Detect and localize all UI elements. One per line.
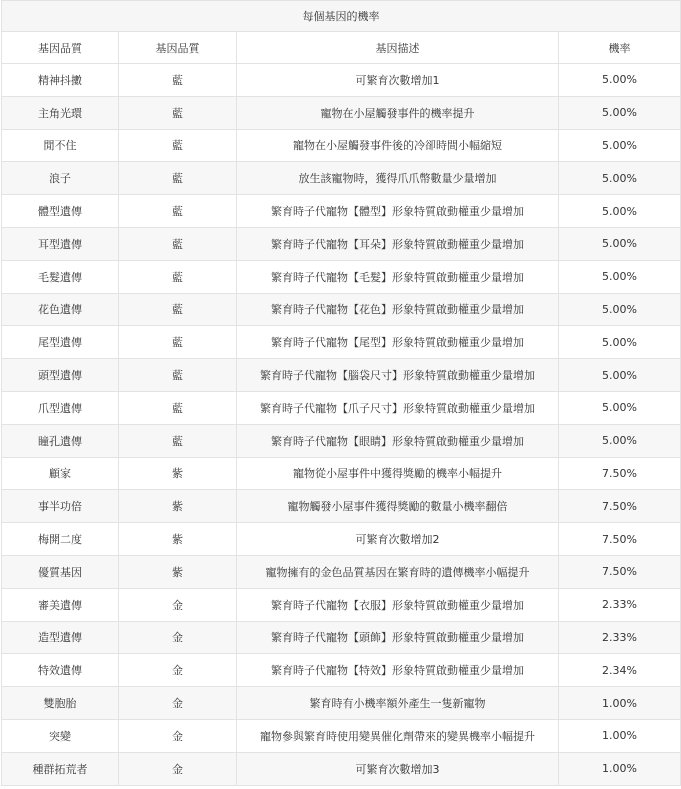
probability-cell: 5.00% [559,326,681,359]
gene-quality-cell: 藍 [119,129,237,162]
table-row [2,555,681,588]
table-row [2,654,681,687]
gene-name-cell: 特效遺傳 [2,654,119,687]
probability-cell: 5.00% [559,359,681,392]
gene-name-cell: 尾型遺傳 [2,326,119,359]
gene-quality-cell: 金 [119,719,237,752]
gene-quality-cell: 金 [119,621,237,654]
probability-cell: 5.00% [559,293,681,326]
gene-probability-table-container [1,0,680,786]
gene-quality-cell: 藍 [119,326,237,359]
gene-name-cell: 審美遺傳 [2,588,119,621]
gene-name-cell: 事半功倍 [2,490,119,523]
gene-description-cell: 放生該寵物時，獲得爪爪幣數量少量增加 [237,162,559,195]
gene-quality-cell: 藍 [119,359,237,392]
table-row [2,293,681,326]
gene-description-cell: 繁育時子代寵物【衣服】形象特質啟動權重少量增加 [237,588,559,621]
table-row [2,719,681,752]
gene-name-cell: 爪型遺傳 [2,391,119,424]
gene-quality-cell: 紫 [119,555,237,588]
table-row [2,129,681,162]
gene-quality-cell: 藍 [119,195,237,228]
probability-cell: 2.33% [559,588,681,621]
gene-description-cell: 可繁育次數增加2 [237,523,559,556]
gene-name-cell: 閒不住 [2,129,119,162]
probability-cell: 5.00% [559,195,681,228]
probability-cell: 5.00% [559,227,681,260]
gene-name-cell: 頭型遺傳 [2,359,119,392]
probability-cell: 5.00% [559,391,681,424]
probability-cell: 5.00% [559,96,681,129]
gene-description-cell: 繁育時子代寵物【耳朵】形象特質啟動權重少量增加 [237,227,559,260]
table-row [2,752,681,785]
table-row [2,588,681,621]
table-title: 每個基因的機率 [2,1,681,32]
table-row [2,195,681,228]
gene-name-cell: 毛髮遺傳 [2,260,119,293]
gene-name-cell: 雙胞胎 [2,687,119,720]
gene-name-cell: 突變 [2,719,119,752]
table-row [2,260,681,293]
gene-description-cell: 繁育時子代寵物【毛髮】形象特質啟動權重少量增加 [237,260,559,293]
probability-cell: 1.00% [559,752,681,785]
gene-name-cell: 體型遺傳 [2,195,119,228]
gene-description-cell: 繁育時子代寵物【頭飾】形象特質啟動權重少量增加 [237,621,559,654]
table-row [2,359,681,392]
gene-description-cell: 繁育時子代寵物【腦袋尺寸】形象特質啟動權重少量增加 [237,359,559,392]
gene-description-cell: 繁育時子代寵物【眼睛】形象特質啟動權重少量增加 [237,424,559,457]
table-row [2,227,681,260]
table-row [2,457,681,490]
probability-cell: 7.50% [559,523,681,556]
probability-cell: 1.00% [559,719,681,752]
gene-name-cell: 造型遺傳 [2,621,119,654]
gene-quality-cell: 紫 [119,490,237,523]
gene-quality-cell: 藍 [119,162,237,195]
header-probability: 機率 [559,32,681,64]
table-row [2,621,681,654]
gene-quality-cell: 藍 [119,391,237,424]
probability-cell: 5.00% [559,162,681,195]
gene-description-cell: 可繁育次數增加3 [237,752,559,785]
gene-description-cell: 繁育時子代寵物【花色】形象特質啟動權重少量增加 [237,293,559,326]
table-title-row [2,1,681,32]
gene-name-cell: 瞳孔遺傳 [2,424,119,457]
probability-cell: 5.00% [559,129,681,162]
gene-quality-cell: 藍 [119,96,237,129]
table-header-row [2,32,681,64]
gene-quality-cell: 藍 [119,227,237,260]
gene-probability-table [1,0,681,786]
gene-quality-cell: 藍 [119,64,237,97]
gene-description-cell: 繁育時子代寵物【尾型】形象特質啟動權重少量增加 [237,326,559,359]
probability-cell: 7.50% [559,457,681,490]
gene-description-cell: 寵物在小屋觸發事件後的冷卻時間小幅縮短 [237,129,559,162]
table-row [2,523,681,556]
table-row [2,490,681,523]
header-gene-quality: 基因品質 [119,32,237,64]
probability-cell: 5.00% [559,424,681,457]
probability-cell: 2.33% [559,621,681,654]
gene-quality-cell: 金 [119,588,237,621]
gene-description-cell: 可繁育次數增加1 [237,64,559,97]
gene-quality-cell: 金 [119,687,237,720]
gene-description-cell: 寵物參與繁育時使用變異催化劑帶來的變異機率小幅提升 [237,719,559,752]
gene-description-cell: 繁育時子代寵物【特效】形象特質啟動權重少量增加 [237,654,559,687]
gene-description-cell: 寵物從小屋事件中獲得獎勵的機率小幅提升 [237,457,559,490]
gene-name-cell: 精神抖擻 [2,64,119,97]
header-gene-description: 基因描述 [237,32,559,64]
table-row [2,687,681,720]
gene-quality-cell: 金 [119,654,237,687]
table-row [2,162,681,195]
probability-cell: 7.50% [559,555,681,588]
gene-name-cell: 花色遺傳 [2,293,119,326]
gene-quality-cell: 藍 [119,293,237,326]
table-row [2,391,681,424]
gene-description-cell: 寵物擁有的金色品質基因在繁育時的遺傳機率小幅提升 [237,555,559,588]
table-row [2,64,681,97]
probability-cell: 1.00% [559,687,681,720]
table-row [2,326,681,359]
gene-name-cell: 主角光環 [2,96,119,129]
gene-description-cell: 繁育時子代寵物【體型】形象特質啟動權重少量增加 [237,195,559,228]
table-row [2,424,681,457]
header-gene-name: 基因品質 [2,32,119,64]
gene-description-cell: 繁育時子代寵物【爪子尺寸】形象特質啟動權重少量增加 [237,391,559,424]
gene-quality-cell: 紫 [119,457,237,490]
gene-description-cell: 繁育時有小機率額外產生一隻新寵物 [237,687,559,720]
gene-name-cell: 梅開二度 [2,523,119,556]
gene-description-cell: 寵物觸發小屋事件獲得獎勵的數量小機率翻倍 [237,490,559,523]
gene-quality-cell: 金 [119,752,237,785]
gene-name-cell: 浪子 [2,162,119,195]
gene-name-cell: 優質基因 [2,555,119,588]
table-row [2,96,681,129]
gene-name-cell: 耳型遺傳 [2,227,119,260]
gene-quality-cell: 紫 [119,523,237,556]
probability-cell: 5.00% [559,260,681,293]
probability-cell: 2.34% [559,654,681,687]
gene-name-cell: 種群拓荒者 [2,752,119,785]
gene-quality-cell: 藍 [119,424,237,457]
gene-name-cell: 顧家 [2,457,119,490]
probability-cell: 7.50% [559,490,681,523]
gene-description-cell: 寵物在小屋觸發事件的機率提升 [237,96,559,129]
gene-quality-cell: 藍 [119,260,237,293]
probability-cell: 5.00% [559,64,681,97]
